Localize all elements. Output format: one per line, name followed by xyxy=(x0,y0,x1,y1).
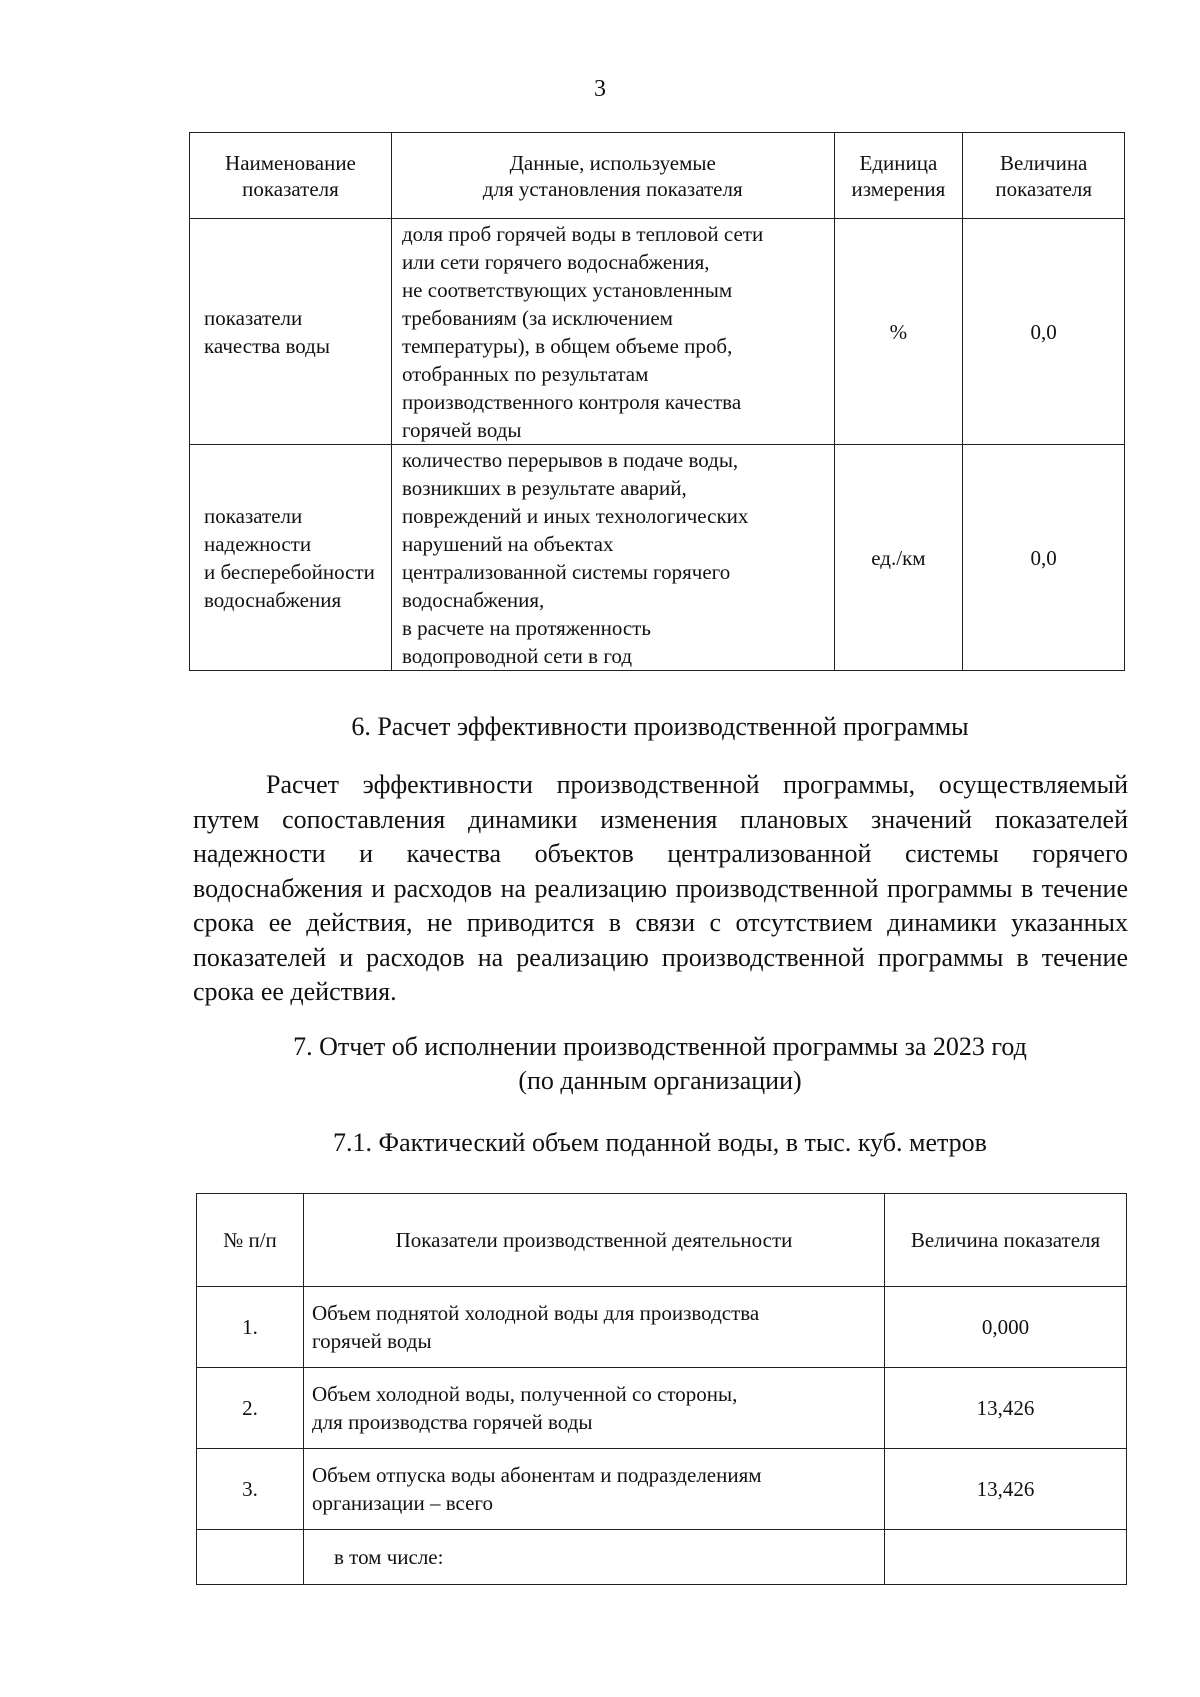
row-value: 13,426 xyxy=(885,1449,1127,1530)
section-7-1-subheading: 7.1. Фактический объем поданной воды, в тыс. куб. метров xyxy=(333,1128,987,1157)
header-indicator: Показатели производственной деятельности xyxy=(304,1194,885,1287)
row-number xyxy=(197,1530,304,1585)
row-value: 0,000 xyxy=(885,1287,1127,1368)
table-row xyxy=(197,1287,1127,1368)
indicators-table xyxy=(189,132,1125,671)
row-number: 1. xyxy=(197,1287,304,1368)
section-6-heading: 6. Расчет эффективности производственной программы xyxy=(351,712,969,741)
indicator-name: показатели качества воды xyxy=(190,219,392,445)
table-row xyxy=(190,445,1125,671)
indicator-description: доля проб горячей воды в тепловой сети или сети горячего водоснабжения, не соответствующих установленным требованиям (за исключением температуры), в общем объеме проб, отобранных по результатам производственного контроля качества горячей воды xyxy=(391,219,834,445)
table-row xyxy=(190,219,1125,445)
row-value: 13,426 xyxy=(885,1368,1127,1449)
section-7-heading xyxy=(60,1030,1200,1098)
indicator-description: количество перерывов в подаче воды, возникших в результате аварий, повреждений и иных технологических нарушений на объектах централизованной системы горячего водоснабжения, в расчете на протяженность водопроводной сети в год xyxy=(391,445,834,671)
row-number: 3. xyxy=(197,1449,304,1530)
indicator-unit: % xyxy=(834,219,963,445)
indicator-value: 0,0 xyxy=(963,219,1125,445)
table-row xyxy=(197,1368,1127,1449)
section-6-paragraph: Расчет эффективности производственной программы, осуществляемый путем сопоставления динамики изменения плановых значений показателей надежности и качества объектов централизованной системы горячего водоснабжения и расходов на реализацию производственной программы в течение срока ее действия, не приводится в связи с отсутствием динамики указанных показателей и расходов на реализацию производственной программы в течение срока ее действия. xyxy=(193,770,1128,1006)
header-value: Величина показателя xyxy=(963,133,1125,219)
row-indicator: Объем холодной воды, полученной со стороны, для производства горячей воды xyxy=(304,1368,885,1449)
row-value xyxy=(885,1530,1127,1585)
table-row xyxy=(197,1530,1127,1585)
header-unit: Единица измерения xyxy=(834,133,963,219)
section-7-heading-line: 7. Отчет об исполнении производственной программы за 2023 год xyxy=(293,1032,1027,1061)
row-indicator: Объем отпуска воды абонентам и подразделениям организации – всего xyxy=(304,1449,885,1530)
production-report-table xyxy=(196,1193,1127,1585)
indicator-name: показатели надежности и бесперебойности водоснабжения xyxy=(190,445,392,671)
table-row xyxy=(197,1449,1127,1530)
header-data-used: Данные, используемые для установления показателя xyxy=(391,133,834,219)
row-number: 2. xyxy=(197,1368,304,1449)
header-row-number: № п/п xyxy=(197,1194,304,1287)
header-value: Величина показателя xyxy=(885,1194,1127,1287)
page-number: 3 xyxy=(594,76,606,102)
header-indicator-name: Наименование показателя xyxy=(190,133,392,219)
indicator-value: 0,0 xyxy=(963,445,1125,671)
section-7-heading-line: (по данным организации) xyxy=(518,1066,802,1095)
row-indicator: в том числе: xyxy=(304,1530,885,1585)
indicator-unit: ед./км xyxy=(834,445,963,671)
row-indicator: Объем поднятой холодной воды для производства горячей воды xyxy=(304,1287,885,1368)
